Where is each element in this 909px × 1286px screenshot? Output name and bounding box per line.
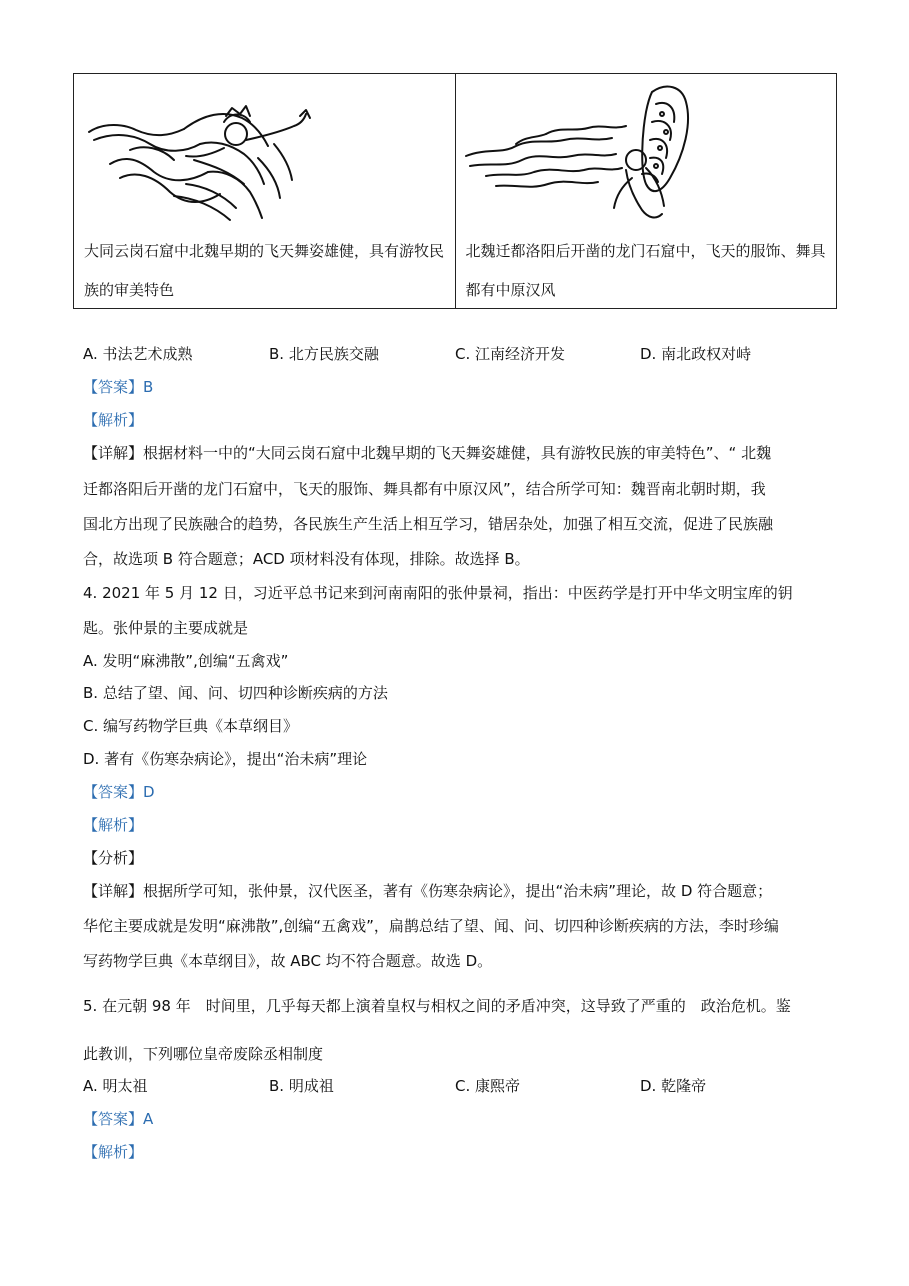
q4-answer-tag: 【答案】D <box>83 783 155 801</box>
q4-option-b: B. 总结了望、闻、问、切四种诊断疾病的方法 <box>83 684 388 702</box>
q3-detail-line: 迁都洛阳后开凿的龙门石窟中，飞天的服饰、舞具都有中原汉风”，结合所学可知：魏晋南北朝时期，我 <box>83 480 766 498</box>
flying-apsara-yungang-illustration <box>74 74 455 224</box>
table-cell-left <box>74 74 455 308</box>
q5-answer-tag: 【答案】A <box>83 1110 154 1128</box>
q4-option-d: D. 著有《伤寒杂病论》，提出“治未病”理论 <box>83 750 368 768</box>
q5-stem-line: 5. 在元朝 98 年 时间里，几乎每天都上演着皇权与相权之间的矛盾冲突，这导致了严重的 政治危机。鉴 <box>83 997 791 1015</box>
q5-option-b: B. 明成祖 <box>269 1077 334 1095</box>
q4-detail-line: 【详解】根据所学可知，张仲景，汉代医圣，著有《伤寒杂病论》，提出“治未病”理论，故 D 符合题意； <box>83 882 773 900</box>
q5-option-c: C. 康熙帝 <box>455 1077 521 1095</box>
q4-analysis-tag: 【解析】 <box>83 816 144 834</box>
q4-stem-line: 4. 2021 年 5 月 12 日，习近平总书记来到河南南阳的张仲景祠，指出：中医药学是打开中华文明宝库的钥 <box>83 584 793 602</box>
table-cell-right <box>455 74 837 308</box>
q4-option-a: A. 发明“麻沸散”,创编“五禽戏” <box>83 652 289 670</box>
q5-analysis-tag: 【解析】 <box>83 1143 144 1161</box>
q3-option-c: C. 江南经济开发 <box>455 345 566 363</box>
right-caption: 北魏迁都洛阳后开凿的龙门石窟中，飞天的服饰、舞具都有中原汉风 <box>465 242 826 299</box>
q3-option-b: B. 北方民族交融 <box>269 345 379 363</box>
q3-detail-line: 合，故选项 B 符合题意；ACD 项材料没有体现，排除。故选择 B。 <box>83 550 530 568</box>
q5-stem-line: 此教训，下列哪位皇帝废除丞相制度 <box>83 1045 324 1063</box>
q3-option-a: A. 书法艺术成熟 <box>83 345 193 363</box>
q4-detail-line: 写药物学巨典《本草纲目》，故 ABC 均不符合题意。故选 D。 <box>83 952 493 970</box>
q3-answer-tag: 【答案】B <box>83 378 154 396</box>
q4-analysis2-tag: 【分析】 <box>83 849 144 867</box>
flying-apsara-longmen-illustration <box>456 74 837 224</box>
q3-option-d: D. 南北政权对峙 <box>640 345 752 363</box>
left-caption: 大同云岗石窟中北魏早期的飞天舞姿雄健，具有游牧民族的审美特色 <box>84 242 445 299</box>
q3-analysis-tag: 【解析】 <box>83 411 144 429</box>
q3-detail-line: 【详解】根据材料一中的“大同云岗石窟中北魏早期的飞天舞姿雄健，具有游牧民族的审美特色”、“ 北魏 <box>83 444 772 462</box>
image-table <box>73 73 837 309</box>
q4-stem-line: 匙。张仲景的主要成就是 <box>83 619 249 637</box>
q3-detail-line: 国北方出现了民族融合的趋势，各民族生产生活上相互学习，错居杂处，加强了相互交流，促进了民族融 <box>83 515 774 533</box>
q4-option-c: C. 编写药物学巨典《本草纲目》 <box>83 717 299 735</box>
q5-option-a: A. 明太祖 <box>83 1077 148 1095</box>
q5-option-d: D. 乾隆帝 <box>640 1077 707 1095</box>
q4-detail-line: 华佗主要成就是发明“麻沸散”,创编“五禽戏”，扁鹊总结了望、闻、问、切四种诊断疾病的方法，李时珍编 <box>83 917 779 935</box>
